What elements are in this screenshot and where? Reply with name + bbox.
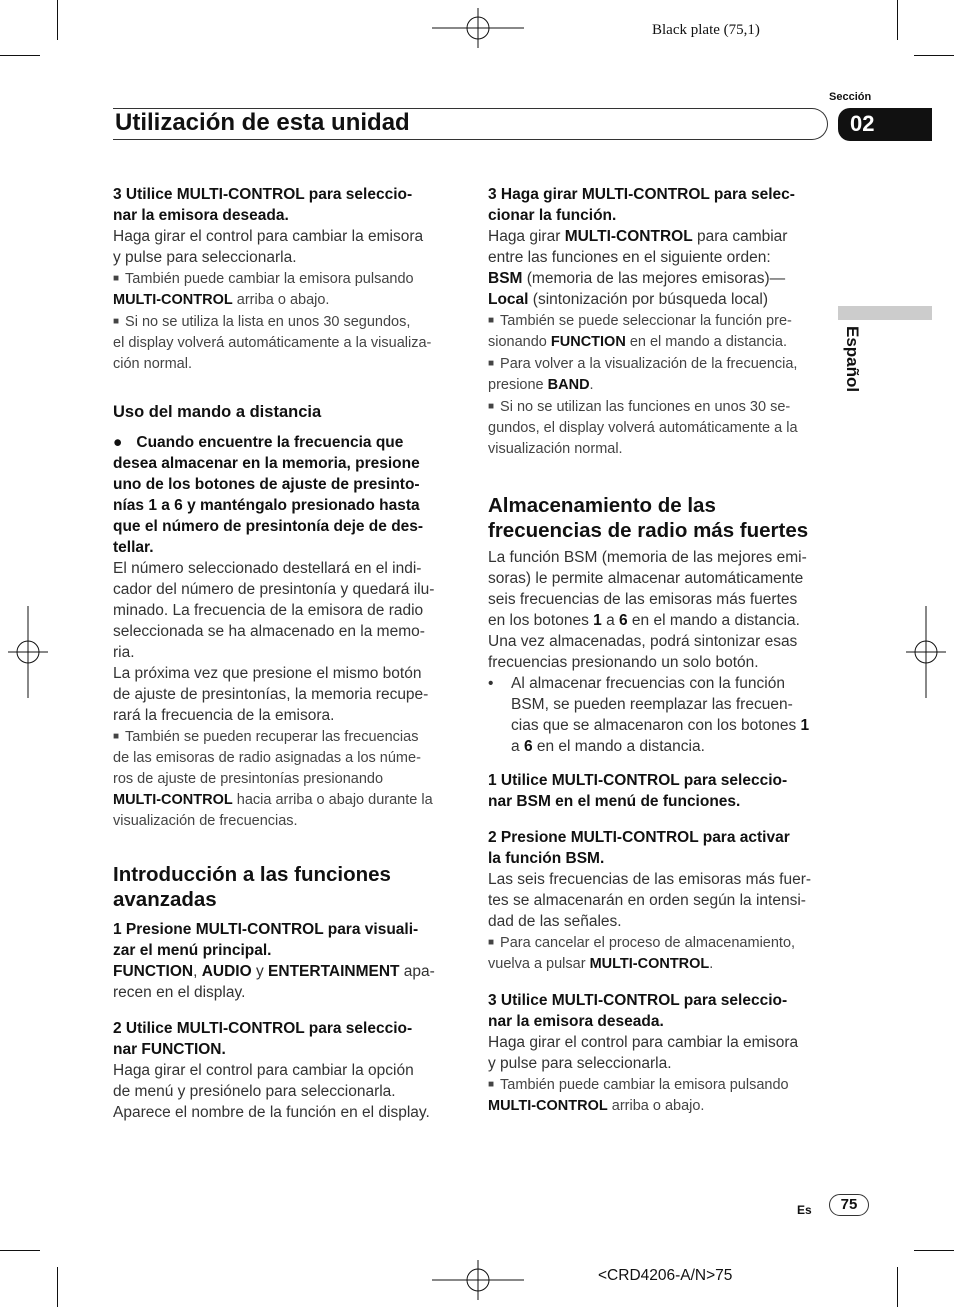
square-bullet-icon: ■ [488, 358, 495, 369]
step-title: nar la emisora deseada. [488, 1013, 664, 1030]
body-text: rará la frecuencia de la emisora. [113, 707, 335, 724]
body-text: en los botones 1 a 6 en el mando a distancia. [488, 612, 800, 629]
page-language-code: Es [797, 1203, 812, 1217]
step-title: uno de los botones de ajuste de presinto- [113, 476, 420, 493]
registration-mark-bottom [432, 1260, 524, 1300]
body-text: cador del número de presintonía y quedará ilu- [113, 581, 435, 598]
step-title: nar FUNCTION. [113, 1041, 226, 1058]
step-title: 1 Presione MULTI-CONTROL para visuali- [113, 921, 419, 938]
note-item: vuelva a pulsar MULTI-CONTROL. [488, 956, 714, 972]
step-title: desea almacenar en la memoria, presione [113, 455, 420, 472]
crop-mark [0, 1250, 40, 1251]
registration-mark-right [906, 606, 946, 698]
note-item: el display volverá automáticamente a la visualiza- [113, 335, 432, 351]
section-heading: avanzadas [113, 888, 217, 911]
note-item: ■ Si no se utiliza la lista en unos 30 segundos, [113, 314, 411, 330]
square-bullet-icon: ■ [113, 273, 120, 284]
note-item: ■ También puede cambiar la emisora pulsando [113, 271, 414, 287]
body-text: ria. [113, 644, 135, 661]
crop-mark [914, 1250, 954, 1251]
bullet-item: a 6 en el mando a distancia. [511, 738, 705, 755]
body-text: recen en el display. [113, 984, 246, 1001]
note-item: ■ También se puede seleccionar la función pre- [488, 313, 792, 329]
section-heading: Almacenamiento de las [488, 494, 716, 517]
body-text: La próxima vez que presione el mismo botón [113, 665, 422, 682]
step-title: ● Cuando encuentre la frecuencia que [113, 434, 404, 451]
bullet-dot-icon: • [488, 675, 494, 692]
step-title: 2 Utilice MULTI-CONTROL para seleccio- [113, 1020, 413, 1037]
note-item: de las emisoras de radio asignadas a los núme- [113, 750, 421, 766]
body-text: dad de las señales. [488, 913, 622, 930]
note-item: ■ Para volver a la visualización de la frecuencia, [488, 356, 798, 372]
note-item: ■ También se pueden recuperar las frecuencias [113, 729, 419, 745]
step-title: que el número de presintonía deje de des- [113, 518, 424, 535]
language-tab-bar [838, 306, 932, 320]
note-item: ■ También puede cambiar la emisora pulsando [488, 1077, 789, 1093]
square-bullet-icon: ■ [488, 401, 495, 412]
crop-mark [57, 0, 58, 40]
note-item: ■ Si no se utilizan las funciones en unos 30 se- [488, 399, 791, 415]
step-title: cionar la función. [488, 207, 617, 224]
body-text: Haga girar el control para cambiar la emisora [488, 1034, 799, 1051]
body-text: de menú y presiónelo para seleccionarla. [113, 1083, 396, 1100]
language-tab: Español [843, 326, 862, 393]
section-heading: Introducción a las funciones [113, 863, 391, 886]
note-item: MULTI-CONTROL arriba o abajo. [113, 292, 330, 308]
body-text: frecuencias presionando un solo botón. [488, 654, 759, 671]
body-text: El número seleccionado destellará en el indi- [113, 560, 422, 577]
body-text: seleccionada se ha almacenado en la memo- [113, 623, 425, 640]
left-column [113, 184, 458, 1123]
document-code: <CRD4206-A/N>75 [598, 1267, 733, 1284]
note-item: visualización normal. [488, 441, 623, 457]
body-text: Las seis frecuencias de las emisoras más fuer- [488, 871, 812, 888]
step-title: 3 Utilice MULTI-CONTROL para seleccio- [113, 186, 413, 203]
body-text: tes se almacenarán en orden según la intensi- [488, 892, 806, 909]
subheading: Uso del mando a distancia [113, 403, 322, 421]
registration-mark-top [432, 8, 524, 48]
registration-mark-left [8, 606, 48, 698]
bullet-item: BSM, se pueden reemplazar las frecuen- [511, 696, 793, 713]
body-text: Haga girar el control para cambiar la emisora [113, 228, 424, 245]
bullet-item: • Al almacenar frecuencias con la función [488, 675, 785, 692]
body-text: minado. La frecuencia de la emisora de radio [113, 602, 424, 619]
note-item: ción normal. [113, 356, 192, 372]
body-text: soras) le permite almacenar automáticamente [488, 570, 804, 587]
body-text: Haga girar el control para cambiar la opción [113, 1062, 414, 1079]
note-item: ■ Para cancelar el proceso de almacenamiento, [488, 935, 796, 951]
bullet-dot-icon: ● [113, 434, 123, 451]
square-bullet-icon: ■ [488, 315, 495, 326]
step-title: nías 1 a 6 y manténgalo presionado hasta [113, 497, 420, 514]
step-title: nar la emisora deseada. [113, 207, 289, 224]
plate-label: Black plate (75,1) [652, 22, 760, 38]
step-title: 3 Haga girar MULTI-CONTROL para selec- [488, 186, 795, 203]
body-text: y pulse para seleccionarla. [113, 249, 297, 266]
step-title: 2 Presione MULTI-CONTROL para activar [488, 829, 790, 846]
square-bullet-icon: ■ [113, 316, 120, 327]
crop-mark [914, 55, 954, 56]
note-item: ros de ajuste de presintonías presionando [113, 771, 384, 787]
note-item: gundos, el display volverá automáticamente a la [488, 420, 798, 436]
body-text: Local (sintonización por búsqueda local) [488, 291, 769, 308]
bullet-item: cias que se almacenaron con los botones 1 [511, 717, 810, 734]
crop-mark [0, 55, 40, 56]
step-title: nar BSM en el menú de funciones. [488, 793, 741, 810]
note-item: MULTI-CONTROL arriba o abajo. [488, 1098, 705, 1114]
note-item: presione BAND. [488, 377, 594, 393]
body-text: Una vez almacenadas, podrá sintonizar esas [488, 633, 798, 650]
square-bullet-icon: ■ [488, 937, 495, 948]
body-text: seis frecuencias de las emisoras más fuertes [488, 591, 798, 608]
square-bullet-icon: ■ [488, 1079, 495, 1090]
section-heading: frecuencias de radio más fuertes [488, 519, 809, 542]
body-text: BSM (memoria de las mejores emisoras)— [488, 270, 786, 287]
section-label: Sección [829, 91, 872, 103]
page-number: 75 [829, 1194, 869, 1216]
section-number-badge: 02 [838, 108, 932, 141]
note-item: MULTI-CONTROL hacia arriba o abajo durante la [113, 792, 433, 808]
step-title: 3 Utilice MULTI-CONTROL para seleccio- [488, 992, 788, 1009]
body-text: La función BSM (memoria de las mejores emi- [488, 549, 807, 566]
crop-mark [897, 0, 898, 40]
step-title: zar el menú principal. [113, 942, 272, 959]
body-text: de ajuste de presintonías, la memoria recupe- [113, 686, 429, 703]
note-item: visualización de frecuencias. [113, 813, 298, 829]
note-item: sionando FUNCTION en el mando a distancia. [488, 334, 788, 350]
crop-mark [897, 1267, 898, 1307]
step-title: tellar. [113, 539, 154, 556]
square-bullet-icon: ■ [113, 731, 120, 742]
body-text: Aparece el nombre de la función en el display. [113, 1104, 430, 1121]
right-column [488, 184, 833, 1117]
crop-mark [57, 1267, 58, 1307]
body-text: Haga girar MULTI-CONTROL para cambiar [488, 228, 788, 245]
body-text: y pulse para seleccionarla. [488, 1055, 672, 1072]
step-title: 1 Utilice MULTI-CONTROL para seleccio- [488, 772, 788, 789]
step-title: la función BSM. [488, 850, 605, 867]
body-text: FUNCTION, AUDIO y ENTERTAINMENT apa- [113, 963, 435, 980]
page-title: Utilización de esta unidad [115, 109, 410, 136]
body-text: entre las funciones en el siguiente orden: [488, 249, 771, 266]
